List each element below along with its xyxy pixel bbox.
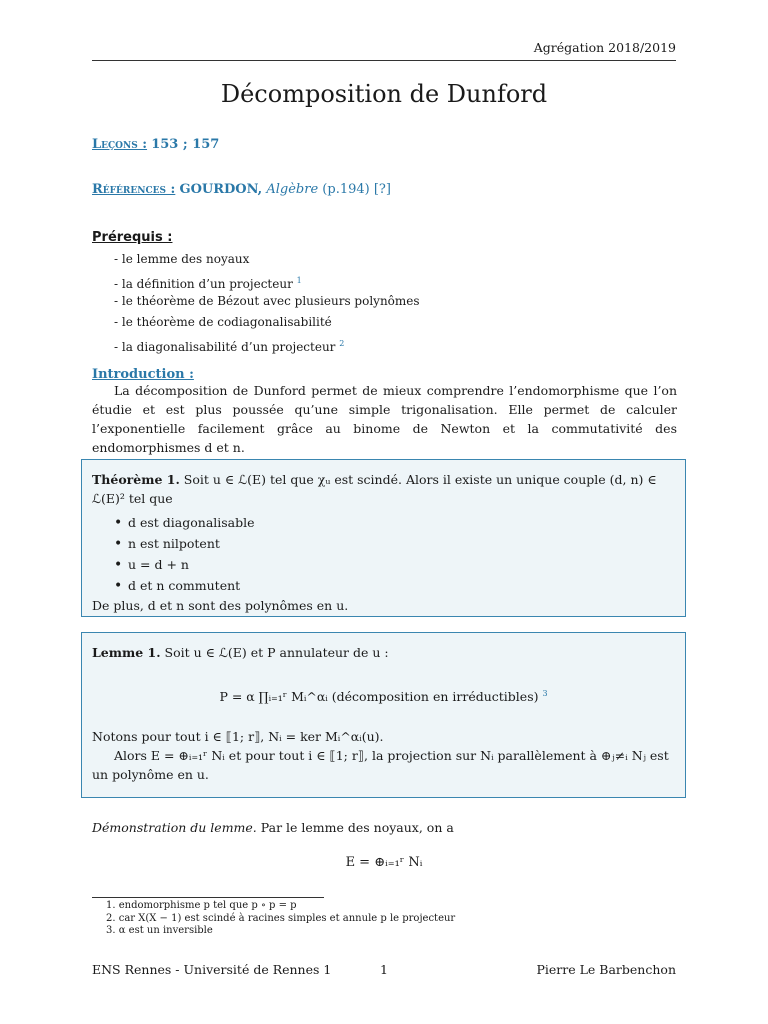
footer-right: Pierre Le Barbenchon [536,962,676,977]
introduction-title: Introduction : [92,367,194,382]
references-line [92,182,391,197]
demonstration-equation: E = ⊕ᵢ₌₁ʳ Nᵢ [345,855,423,870]
theorem-label: Théorème 1. [92,472,180,487]
theorem-box [81,459,686,617]
footnote-ref: 1 [296,276,302,285]
references-page: (p.194) [?] [322,182,391,197]
lemma-line1: Notons pour tout i ∈ ⟦1; r⟧, Nᵢ = ker Mᵢ^αᵢ(u). [92,729,384,745]
list-item: • d est diagonalisable [114,512,675,533]
list-item: - la définition d’un projecteur $^1$ [114,270,420,291]
lemma-label: Lemme 1. [92,645,161,660]
lecons-line [92,137,219,152]
document-title: Décomposition de Dunford [220,80,548,108]
footnote-ref: 3 [542,689,548,698]
lemma-box [81,632,686,798]
theorem-statement: Soit u ∈ ℒ(E) tel que χᵤ est scindé. Alors il existe un unique couple (d, n) ∈ ℒ(E)² tel que [92,472,657,506]
theorem-list [114,512,675,596]
list-item: • n est nilpotent [114,533,675,554]
references-author: GOURDON, [179,182,263,197]
lecons-label: Leçons : [92,137,148,152]
introduction-text: La décomposition de Dunford permet de mieux comprendre l’endomorphisme que l’on étudie et est plus poussée qu’une simple trigonalisation. Elle permet de calculer l’exponentielle facilement grâce au binome de Newton et la commutativité des endomorphismes d et n. [92,383,677,455]
list-item: • d et n commutent [114,575,675,596]
header-rule [92,60,676,61]
lemma-equation: P = α ∏ᵢ₌₁ʳ Mᵢ^αᵢ (décomposition en irréductibles) $^3$ [219,689,548,705]
list-item: - la diagonalisabilité d’un projecteur $^2$ [114,333,420,354]
prerequis-title: Prérequis : [92,230,173,245]
prerequis-list [114,249,420,354]
demonstration-line [92,820,454,835]
list-item: - le théorème de Bézout avec plusieurs polynômes [114,291,420,312]
footnote-rule [92,897,324,898]
footer-left: ENS Rennes - Université de Rennes 1 [92,962,332,977]
footnote: 3. α est un inversible [106,925,213,936]
footnote: 1. endomorphisme p tel que p ∘ p = p [106,900,297,911]
page-number: 1 [380,962,388,977]
footnote: 2. car X(X − 1) est scindé à racines simples et annule p le projecteur [106,912,456,924]
lemma-statement: Soit u ∈ ℒ(E) et P annulateur de u : [164,645,389,660]
lemma-line2: Alors E = ⊕ᵢ₌₁ʳ Nᵢ et pour tout i ∈ ⟦1; r⟧, la projection sur Nᵢ parallèlement à ⊕ⱼ≠ᵢ Nⱼ est un polynôme en u. [92,748,669,783]
list-item: - le théorème de codiagonalisabilité [114,312,420,333]
footnote-ref: 2 [339,339,345,348]
footnotes [106,900,455,938]
header-year: Agrégation 2018/2019 [533,40,676,55]
lecons-value: 153 ; 157 [151,137,220,152]
list-item: • u = d + n [114,554,675,575]
demonstration-text: Par le lemme des noyaux, on a [260,820,454,835]
demonstration-label: Démonstration du lemme. [92,820,257,835]
theorem-closing: De plus, d et n sont des polynômes en u. [92,598,349,613]
list-item: - le lemme des noyaux [114,249,420,270]
references-label: Références : [92,182,176,197]
references-book: Algèbre [266,182,319,197]
